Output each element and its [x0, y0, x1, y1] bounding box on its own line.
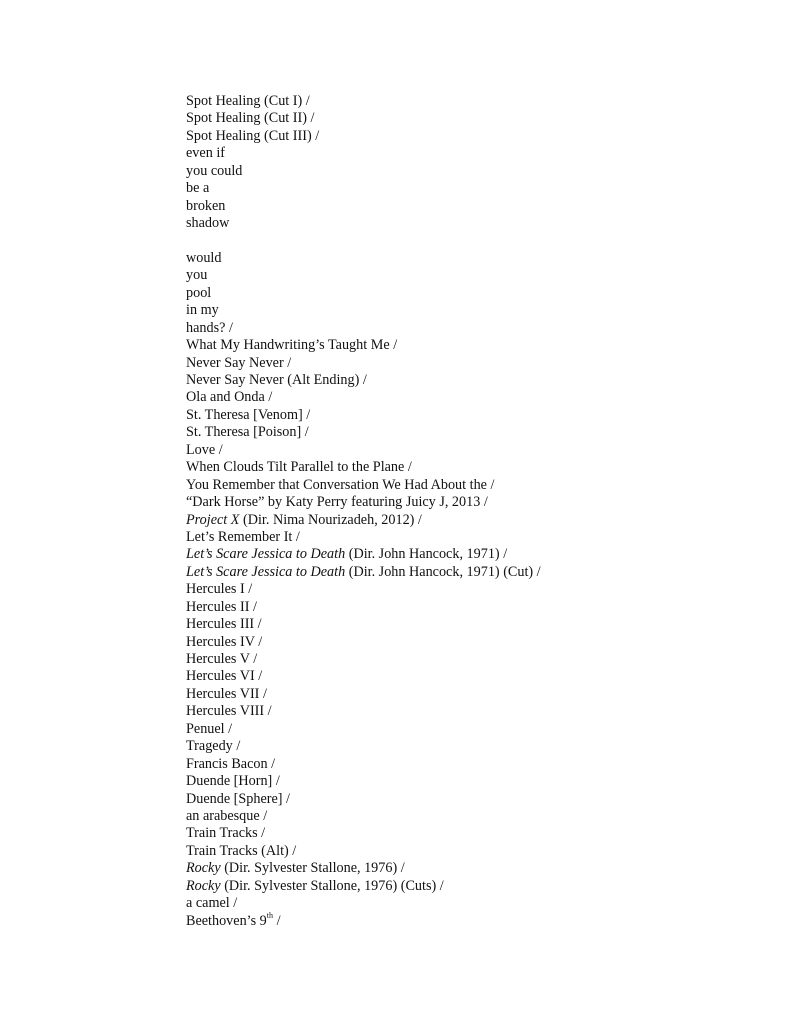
film-title: Let’s Scare Jessica to Death — [186, 546, 346, 563]
list-item: Penuel / — [186, 720, 233, 737]
film-title: Rocky — [186, 877, 221, 894]
film-credit: (Dir. Sylvester Stallone, 1976) (Cuts) / — [220, 877, 444, 894]
list-item: a camel / — [186, 895, 238, 912]
list-item: Hercules VIII / — [186, 703, 272, 720]
beethoven-text: Beethoven’s 9 — [186, 912, 267, 929]
list-item: St. Theresa [Poison] / — [186, 424, 309, 441]
blank-line — [186, 233, 746, 250]
list-item: Train Tracks / — [186, 825, 266, 842]
list-item: Ola and Onda / — [186, 389, 273, 406]
list-item: Spot Healing (Cut III) / — [186, 127, 320, 144]
list-item: Francis Bacon / — [186, 755, 276, 772]
list-item: Hercules II / — [186, 598, 257, 615]
film-credit: (Dir. Sylvester Stallone, 1976) / — [220, 860, 405, 877]
film-title: Project X — [186, 511, 240, 528]
list-item: pool — [186, 284, 212, 301]
list-item: an arabesque / — [186, 807, 268, 824]
list-item-scare-jessica — [186, 546, 746, 563]
film-title: Let’s Scare Jessica to Death — [186, 563, 346, 580]
list-item: hands? / — [186, 319, 233, 336]
list-item: Spot Healing (Cut I) / — [186, 93, 310, 109]
beethoven-slash: / — [273, 912, 281, 929]
list-item: Hercules I / — [186, 581, 253, 598]
list-item-rocky-cuts — [186, 878, 746, 895]
list-item: you could — [186, 162, 243, 179]
list-item: Hercules VII / — [186, 685, 267, 702]
list-item: What My Handwriting’s Taught Me / — [186, 337, 398, 354]
table-of-contents-list — [186, 93, 746, 930]
list-item: Hercules VI / — [186, 668, 263, 685]
list-item: Spot Healing (Cut II) / — [186, 110, 315, 127]
list-item: you — [186, 267, 208, 284]
list-item: would — [186, 249, 222, 266]
list-item-beethoven — [186, 910, 746, 930]
list-item: Duende [Sphere] / — [186, 790, 291, 807]
film-credit: (Dir. John Hancock, 1971) (Cut) / — [345, 563, 541, 580]
film-credit: (Dir. Nima Nourizadeh, 2012) / — [239, 511, 422, 528]
list-item: Train Tracks (Alt) / — [186, 842, 297, 859]
list-item: St. Theresa [Venom] / — [186, 406, 311, 423]
list-item-project-x — [186, 512, 746, 529]
list-item: broken — [186, 197, 226, 214]
film-credit: (Dir. John Hancock, 1971) / — [345, 546, 508, 563]
list-item-scare-jessica-cut — [186, 564, 746, 581]
list-item: be a — [186, 180, 210, 197]
film-title: Rocky — [186, 860, 221, 877]
list-item: When Clouds Tilt Parallel to the Plane / — [186, 459, 412, 476]
list-item: even if — [186, 145, 225, 162]
list-item-rocky — [186, 860, 746, 877]
list-item: shadow — [186, 215, 230, 232]
ordinal-superscript: th — [266, 910, 274, 920]
list-item: Never Say Never (Alt Ending) / — [186, 372, 367, 388]
list-item: Never Say Never / — [186, 354, 292, 371]
list-item: Hercules V / — [186, 651, 258, 667]
list-item: Hercules IV / — [186, 633, 263, 650]
list-item: in my — [186, 302, 219, 319]
list-item: Let’s Remember It / — [186, 528, 300, 545]
list-item: Tragedy / — [186, 738, 241, 755]
list-item: Duende [Horn] / — [186, 773, 280, 790]
list-item: Hercules III / — [186, 616, 262, 633]
list-item: Love / — [186, 441, 223, 458]
list-item: You Remember that Conversation We Had About the / — [186, 476, 495, 493]
list-item: “Dark Horse” by Katy Perry featuring Juicy J, 2013 / — [186, 494, 488, 511]
